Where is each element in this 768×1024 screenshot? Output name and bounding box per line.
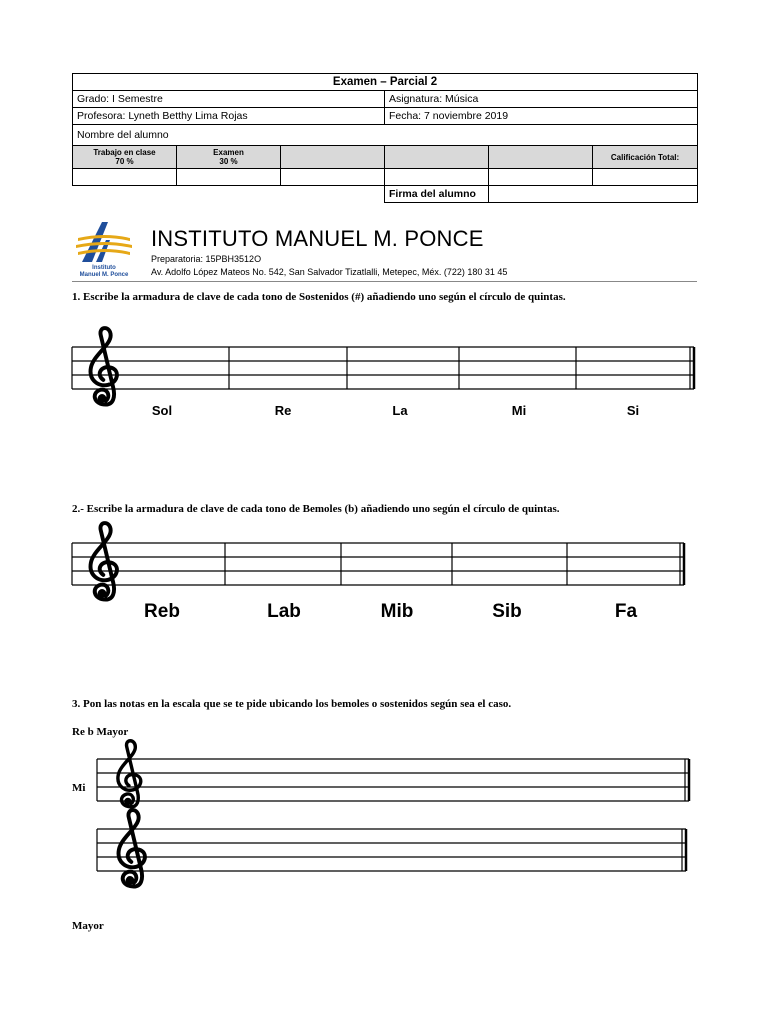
- note-label: Fa: [614, 601, 638, 622]
- examen-label: Examen: [213, 148, 244, 157]
- note-label: Reb: [144, 601, 180, 622]
- treble-clef-icon: [118, 741, 141, 807]
- treble-clef-icon: [119, 810, 145, 886]
- fecha-field: Fecha: 7 noviembre 2019: [385, 108, 698, 125]
- note-label: Sib: [492, 601, 522, 622]
- question-2-text: 2.- Escribe la armadura de clave de cada tono de Bemoles (b) añadiendo uno según el círculo de quintas.: [72, 503, 560, 515]
- question-3-text: 3. Pon las notas en la escala que se te pide ubicando los bemoles o sostenidos según sea el caso.: [72, 698, 512, 710]
- examen-pct: 30 %: [219, 157, 238, 166]
- question-1-text: 1. Escribe la armadura de clave de cada tono de Sostenidos (#) añadiendo uno según el círculo de quintas.: [72, 291, 566, 303]
- trabajo-clase-label: Trabajo en clase: [93, 148, 156, 157]
- exam-title: Examen – Parcial 2: [73, 74, 698, 91]
- note-label: Sol: [151, 403, 173, 418]
- scale-2-label-mi: Mi: [72, 782, 86, 794]
- note-label: Lab: [267, 601, 301, 622]
- note-label: Mib: [380, 601, 414, 622]
- firma-alumno-label: Firma del alumno: [385, 186, 489, 203]
- school-address: Av. Adolfo López Mateos No. 542, San Salvador Tizatlalli, Metepec, Méx. (722) 180 31 45: [151, 267, 508, 277]
- logo-text-2: Manuel M. Ponce: [79, 272, 129, 278]
- school-prepa: Preparatoria: 15PBH3512O: [151, 254, 262, 264]
- note-label: La: [392, 403, 408, 418]
- note-label: Si: [626, 403, 640, 418]
- nombre-alumno-label: Nombre del alumno: [77, 129, 169, 141]
- school-name: INSTITUTO MANUEL M. PONCE: [151, 226, 484, 251]
- asignatura-field: Asignatura: Música: [385, 91, 698, 108]
- trabajo-clase-pct: 70 %: [115, 157, 134, 166]
- scale-1-label: Re b Mayor: [72, 726, 129, 738]
- note-label: Re: [274, 403, 292, 418]
- logo-text-1: Instituto: [92, 265, 116, 271]
- grado-field: Grado: I Semestre: [73, 91, 385, 108]
- scale-2-label-mayor: Mayor: [72, 920, 104, 932]
- profesora-field: Profesora: Lyneth Betthy Lima Rojas: [73, 108, 385, 125]
- calificacion-total-label: Calificación Total:: [593, 146, 698, 169]
- note-label: Mi: [511, 403, 527, 418]
